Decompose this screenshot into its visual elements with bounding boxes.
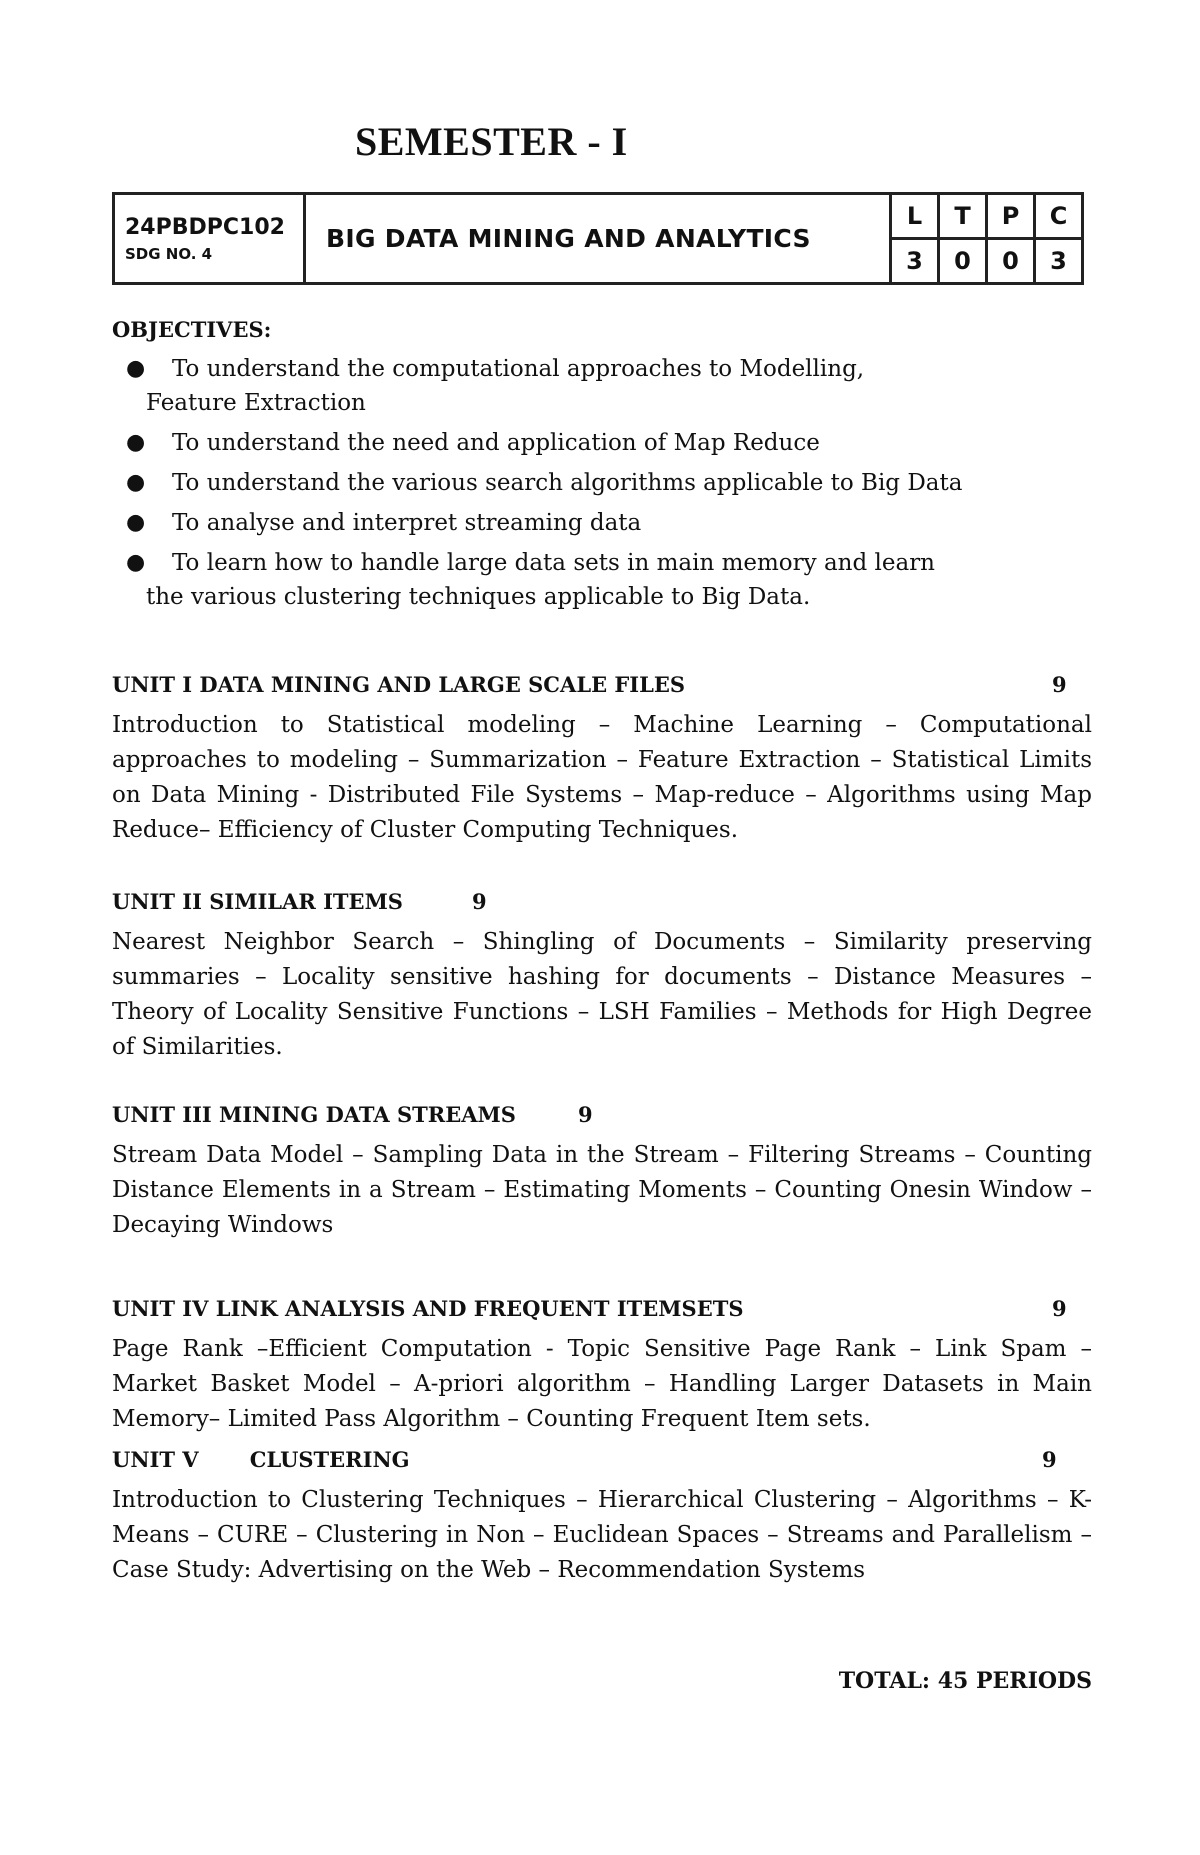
objective-item: ● To learn how to handle large data sets in main memory and learn the various clustering techniques applicable to Big Data. (112, 546, 1072, 614)
objectives-heading: OBJECTIVES: (112, 317, 272, 342)
unit-3-hours: 9 (578, 1102, 593, 1127)
total-periods: TOTAL: 45 PERIODS (838, 1668, 1092, 1694)
unit-2-body: Nearest Neighbor Search – Shingling of Documents – Similarity preserving summaries – Locality sensitive hashing for documents – Distance Measures – Theory of Locality Sensitive Functions – LSH Families – Methods for High Degree of Similarities. (112, 929, 1092, 1060)
course-title: BIG DATA MINING AND ANALYTICS (305, 194, 891, 284)
unit-4-title: UNIT IV LINK ANALYSIS AND FREQUENT ITEMSETS (112, 1296, 744, 1321)
objective-item: ● To understand the computational approaches to Modelling, Feature Extraction (112, 352, 1072, 420)
unit-2-title: UNIT II SIMILAR ITEMS (112, 889, 403, 914)
sdg-number: SDG NO. 4 (125, 244, 213, 263)
unit-5-title: UNIT V CLUSTERING (112, 1447, 410, 1472)
unit-1-heading (112, 672, 1092, 704)
unit-1-hours: 9 (1052, 672, 1067, 697)
objectives-list (112, 352, 1072, 620)
bullet-icon: ● (126, 430, 146, 455)
course-code: 24PBDPC102 (125, 214, 285, 240)
ltpc-label-c: C (1035, 194, 1083, 239)
ltpc-label-p: P (987, 194, 1035, 239)
unit-2 (112, 889, 1092, 1065)
unit-1-title: UNIT I DATA MINING AND LARGE SCALE FILES (112, 672, 686, 697)
ltpc-label-t: T (939, 194, 987, 239)
unit-5 (112, 1447, 1092, 1588)
bullet-icon: ● (126, 356, 146, 381)
unit-3 (112, 1102, 1092, 1243)
unit-1 (112, 672, 1092, 848)
unit-4 (112, 1296, 1092, 1437)
unit-4-hours: 9 (1052, 1296, 1067, 1321)
unit-4-heading (112, 1296, 1092, 1328)
unit-5-hours: 9 (1042, 1447, 1057, 1472)
unit-2-hours: 9 (472, 889, 487, 914)
ltpc-value-c: 3 (1035, 239, 1083, 284)
course-code-cell (114, 194, 305, 284)
bullet-icon: ● (126, 550, 146, 575)
ltpc-value-l: 3 (891, 239, 939, 284)
objective-item: ● To understand the need and application of Map Reduce (112, 426, 1072, 460)
unit-3-body: Stream Data Model – Sampling Data in the Stream – Filtering Streams – Counting Distance Elements in a Stream – Estimating Moments – Counting Onesin Window – Decaying Windows (112, 1142, 1092, 1238)
course-header-table (112, 192, 1084, 285)
unit-5-heading (112, 1447, 1092, 1479)
unit-3-heading (112, 1102, 1092, 1134)
semester-heading: SEMESTER - I (355, 119, 628, 164)
ltpc-value-t: 0 (939, 239, 987, 284)
bullet-icon: ● (126, 510, 146, 535)
ltpc-label-l: L (891, 194, 939, 239)
unit-2-heading (112, 889, 1092, 921)
objective-item: ● To understand the various search algorithms applicable to Big Data (112, 466, 1072, 500)
bullet-icon: ● (126, 470, 146, 495)
unit-3-title: UNIT III MINING DATA STREAMS (112, 1102, 516, 1127)
unit-4-body: Page Rank –Efficient Computation - Topic Sensitive Page Rank – Link Spam – Market Basket Model – A-priori algorithm – Handling Larger Datasets in Main Memory– Limited Pass Algorithm – Counting Frequent Item sets. (112, 1336, 1092, 1432)
ltpc-value-p: 0 (987, 239, 1035, 284)
unit-1-body: Introduction to Statistical modeling – Machine Learning – Computational approaches to modeling – Summarization – Feature Extraction – Statistical Limits on Data Mining - Distributed File Systems – Map-reduce – Algorithms using Map Reduce– Efficiency of Cluster Computing Techniques. (112, 712, 1092, 843)
objective-item: ● To analyse and interpret streaming data (112, 506, 1072, 540)
unit-5-body: Introduction to Clustering Techniques – Hierarchical Clustering – Algorithms – K-Means – CURE – Clustering in Non – Euclidean Spaces – Streams and Parallelism – Case Study: Advertising on the Web – Recommendation Systems (112, 1487, 1092, 1583)
